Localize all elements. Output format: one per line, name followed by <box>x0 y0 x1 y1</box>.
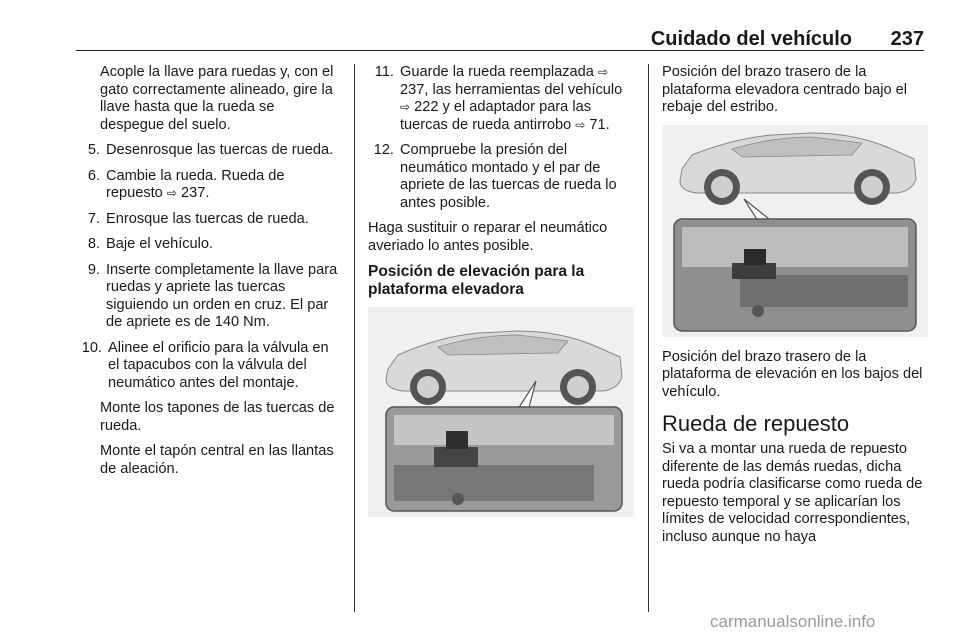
section-title: Cuidado del vehículo <box>650 28 852 50</box>
step-text: Desenrosque las tuercas de rueda. <box>106 142 334 158</box>
column-divider-2 <box>648 64 649 612</box>
step-6 <box>76 168 342 203</box>
intro-paragraph: Acople la llave para ruedas y, con el gato correctamente alineado, gire la llave hasta que la rueda se despegue del suelo. <box>100 64 334 133</box>
step-text: Alinee el orificio para la válvula en el tapacubos con la válvula del neumático antes del montaje. <box>108 339 329 391</box>
steps-list <box>76 142 342 392</box>
column-2 <box>368 64 634 517</box>
page-header <box>76 28 924 52</box>
step10-sub2: Monte el tapón central en las llantas de aleación. <box>100 443 334 477</box>
step-number: 8. <box>87 236 100 252</box>
step-text: Baje el vehículo. <box>106 236 214 252</box>
step-number: 7. <box>87 210 100 227</box>
ref-arrow-icon: ⇨ <box>597 65 609 79</box>
step-text: Compruebe la presión del neumático montado y el par de apriete de las tuercas de rueda lo antes posible. <box>400 142 617 211</box>
repair-paragraph: Haga sustituir o reparar el neumático averiado lo antes posible. <box>368 220 608 254</box>
spare-wheel-heading: Rueda de repuesto <box>662 411 850 436</box>
watermark: carmanualsonline.info <box>710 612 876 631</box>
step-7 <box>76 211 342 229</box>
header-divider <box>76 50 924 51</box>
ref-arrow-icon: ⇨ <box>166 186 177 200</box>
lift-point-figure-1 <box>368 307 634 517</box>
figure1-caption: Posición del brazo trasero de la plataforma elevadora centrado bajo el rebaje del estribo. <box>662 64 908 115</box>
step10-sub1: Monte los tapones de las tuercas de rueda. <box>100 400 335 434</box>
ref-arrow-icon: ⇨ <box>400 100 411 114</box>
step-number: 5. <box>87 142 100 158</box>
figure2-caption: Posición del brazo trasero de la plataforma de elevación en los bajos del vehículo. <box>662 348 923 400</box>
step-5 <box>76 142 342 160</box>
step-number: 12. <box>373 142 394 158</box>
step-text: Guarde la rueda reemplazada ⇨ 237, las herramientas del vehículo ⇨ 222 y el adaptador para las tuercas de rueda antirrobo ⇨ 71. <box>400 64 623 133</box>
page-number: 237 <box>890 28 924 50</box>
step-number: 6. <box>87 167 100 184</box>
step-number: 11. <box>374 64 394 80</box>
step-number: 9. <box>87 261 100 278</box>
step-8 <box>76 236 342 254</box>
step-number: 10. <box>81 339 102 356</box>
step-9 <box>76 262 342 332</box>
spare-wheel-paragraph: Si va a montar una rueda de repuesto diferente de las demás ruedas, dicha rueda podría clasificarse como rueda de repuesto temporal y se aplicarían los límites de velocidad correspondientes, incluso aunque no haya <box>662 441 923 545</box>
step-11 <box>368 64 634 134</box>
column-3 <box>662 64 928 554</box>
lift-point-figure-2 <box>662 125 928 337</box>
ref-arrow-icon: ⇨ <box>575 117 586 132</box>
lift-position-heading: Posición de elevación para la plataforma elevadora <box>368 263 585 298</box>
car-lift-illustration <box>368 307 634 517</box>
step-10 <box>76 340 342 393</box>
step-text: Enrosque las tuercas de rueda. <box>106 210 309 227</box>
car-underbody-illustration <box>662 125 928 337</box>
step-text: Cambie la rueda. Rueda de repuesto ⇨ 237. <box>106 167 285 201</box>
step-text: Inserte completamente la llave para ruedas y apriete las tuercas siguiendo un orden en cruz. El par de apriete es de 140 Nm. <box>106 261 338 330</box>
column-1 <box>76 64 342 486</box>
column-divider-1 <box>354 64 355 612</box>
step-12 <box>368 142 634 212</box>
